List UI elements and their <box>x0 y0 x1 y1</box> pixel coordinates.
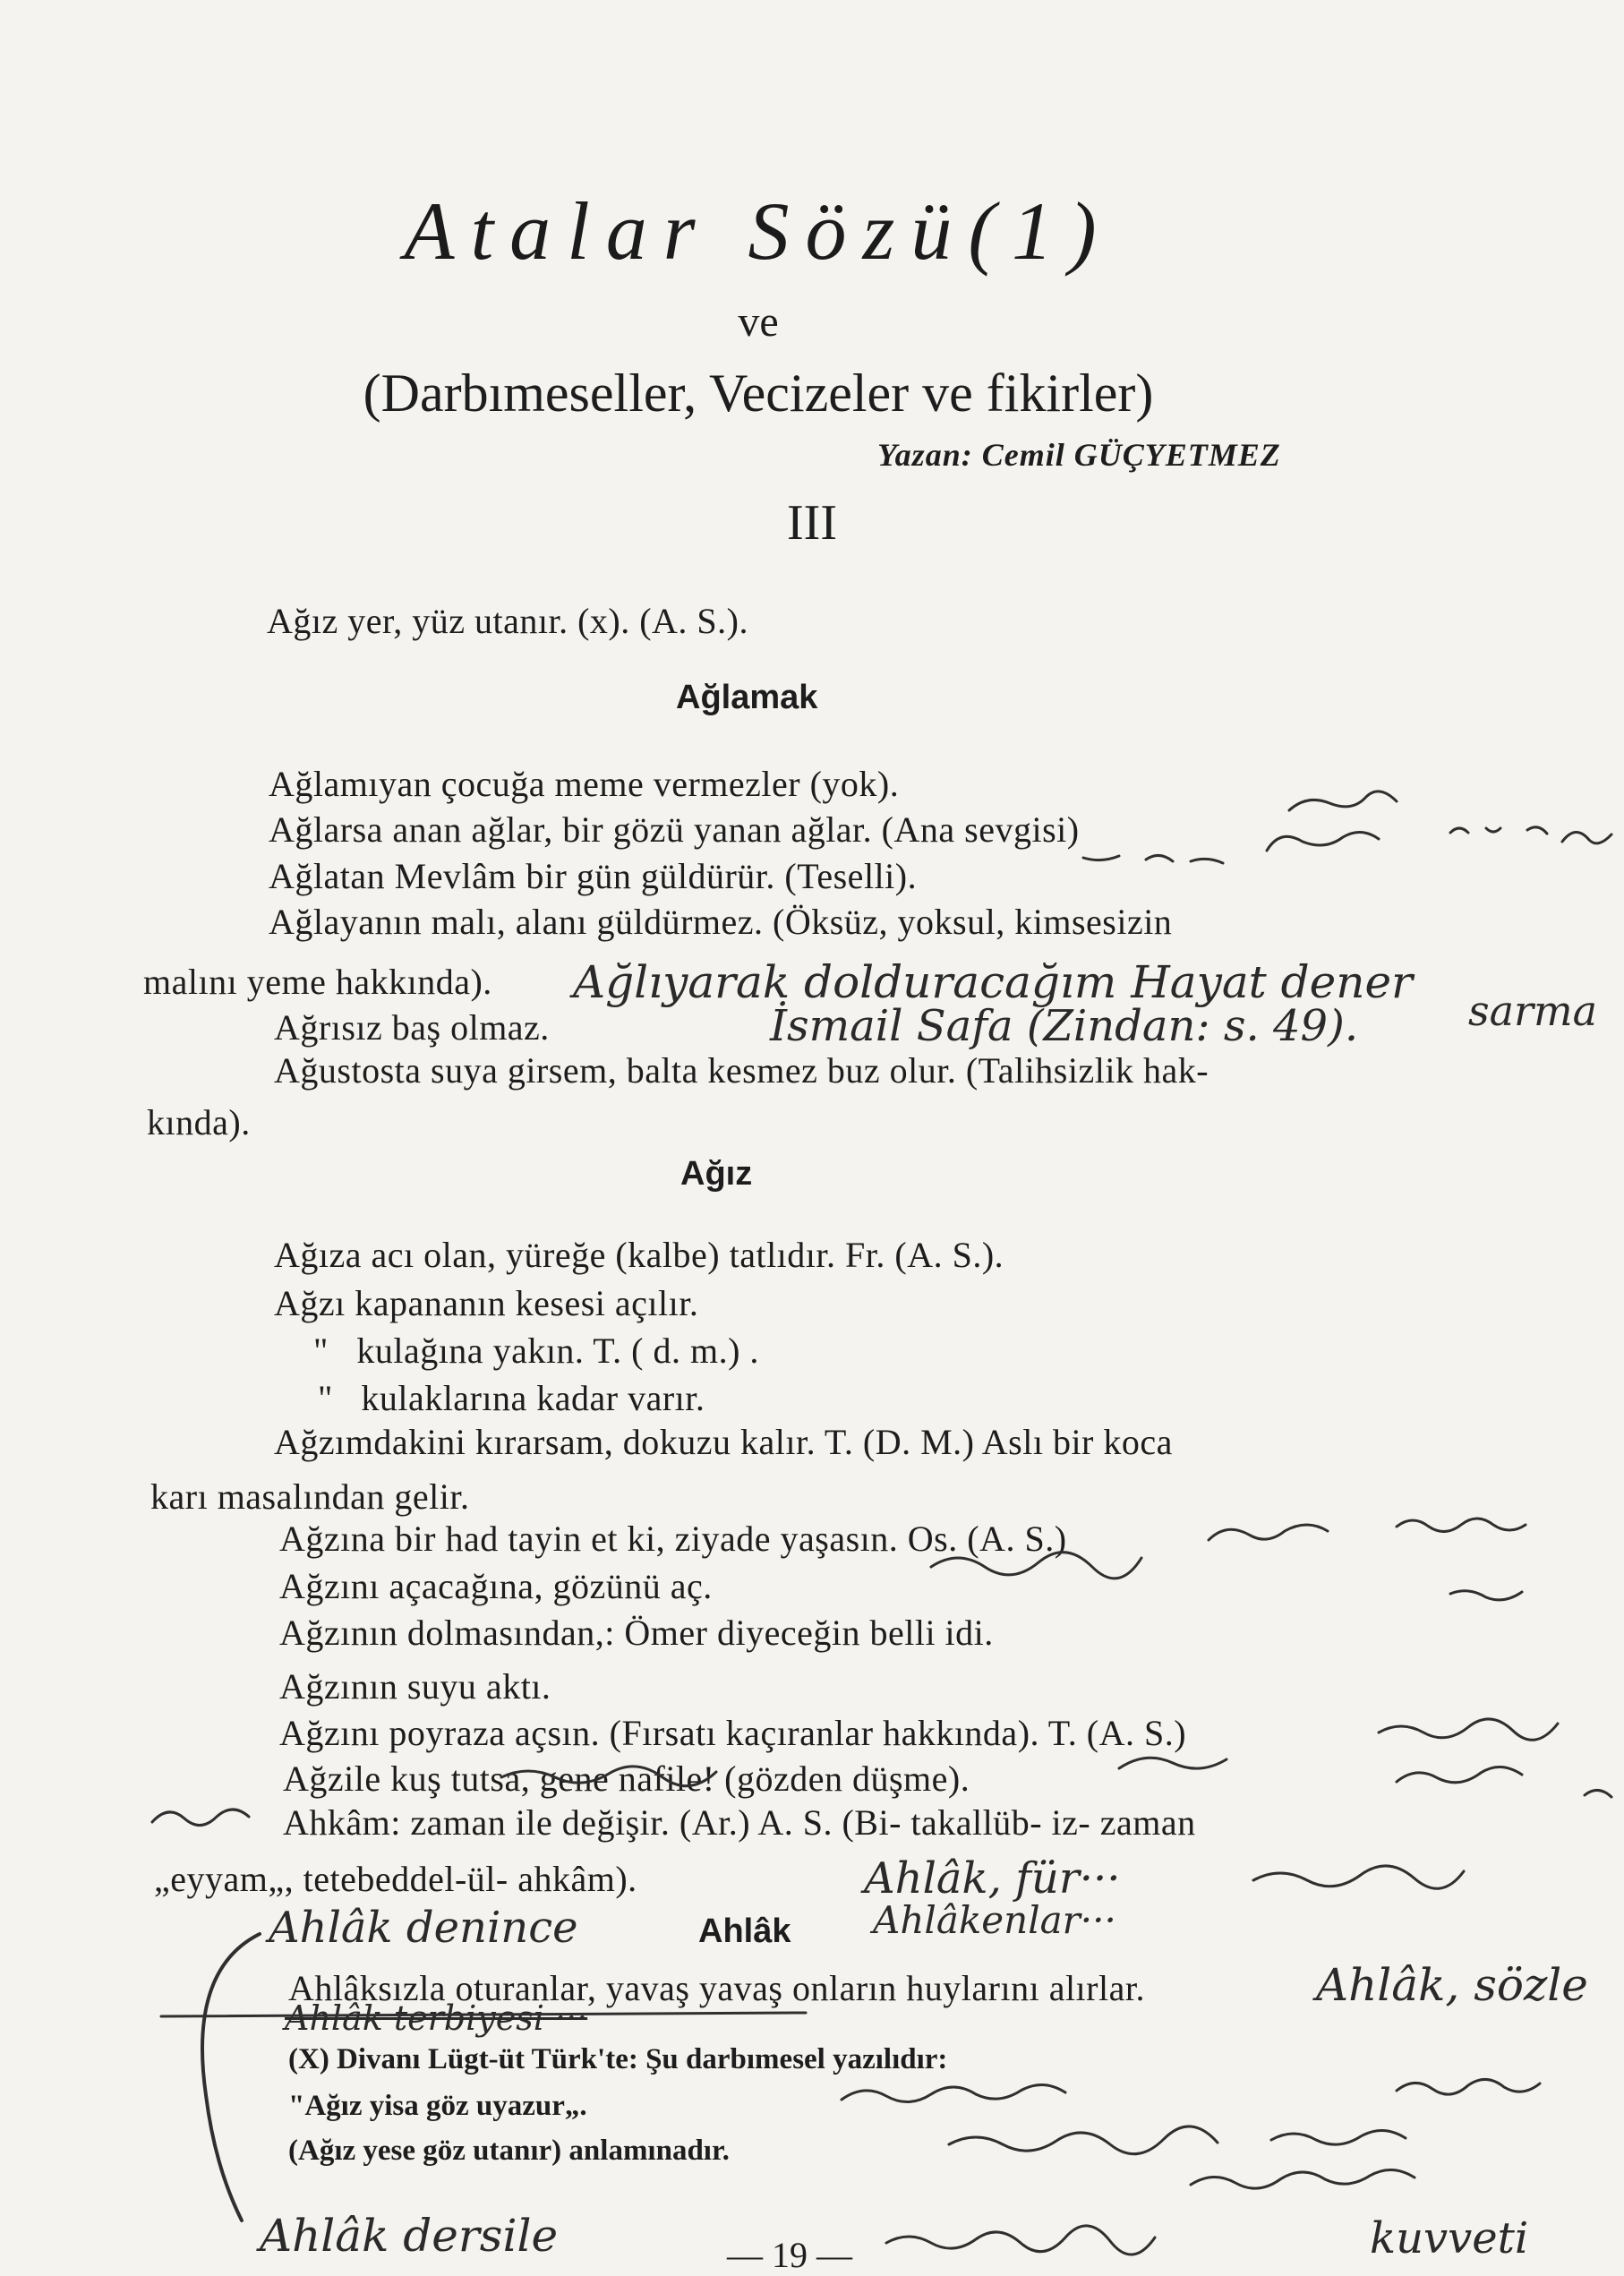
proverb-line: Ağlatan Mevlâm bir gün güldürür. (Teselli). <box>269 856 918 896</box>
proverb-line: Ağustosta suya girsem, balta kesmez buz olur. (Talihsizlik hak- <box>274 1050 1209 1091</box>
subtitle: (Darbımeseller, Vecizeler ve fikirler) <box>363 364 1154 423</box>
proverb-line: Ağzını poyraza açsın. (Fırsatı kaçıranlar hakkında). T. (A. S.) <box>279 1713 1187 1753</box>
footnote-line: (X) Divanı Lügt-üt Türk'te: Şu darbımesel yazılıdır: <box>288 2043 948 2075</box>
proverb-line: Ağzının suyu aktı. <box>279 1666 551 1707</box>
proverb-line: Ağzının dolmasından,: Ömer diyeceğin belli idi. <box>279 1613 994 1653</box>
proverb-line: karı masalından gelir. <box>150 1476 470 1517</box>
proverb-line: kında). <box>147 1102 251 1142</box>
handwritten-note: Ahlâk, für··· <box>864 1853 1121 1904</box>
proverb-line: Ağzile kuş tutsa, gene nafile! (gözden düşme). <box>283 1758 970 1799</box>
part-number: III <box>787 495 837 551</box>
proverb-line: Ahlâksızla oturanlar, yavaş yavaş onların huylarını alırlar. <box>288 1968 1145 2008</box>
proverb-line: Ağzı kapananın kesesi açılır. <box>274 1283 699 1323</box>
handwritten-note: Ahlâk denince <box>269 1903 578 1953</box>
subtitle-ve: ve <box>738 298 779 346</box>
proverb-line: Ahkâm: zaman ile değişir. (Ar.) A. S. (Bi- takallüb- iz- zaman <box>283 1802 1196 1843</box>
handwritten-note: Ahlâkenlar··· <box>873 1898 1116 1942</box>
footnote-line: "Ağız yisa göz uyazur„. <box>288 2090 587 2122</box>
proverb-line: „eyyam„, tetebeddel-ül- ahkâm). <box>154 1859 637 1899</box>
proverb-line: " kulağına yakın. T. ( d. m.) . <box>313 1331 759 1371</box>
handwritten-note: Ahlâk, sözle <box>1316 1959 1588 2011</box>
proverb-line: Ağzını açacağına, gözünü aç. <box>279 1566 713 1606</box>
proverb-line: Ağzımdakini kırarsam, dokuzu kalır. T. (D. M.) Aslı bir koca <box>274 1422 1173 1462</box>
section-heading-aglamak: Ağlamak <box>676 679 818 716</box>
proverb-line: Ağlarsa anan ağlar, bir gözü yanan ağlar. (Ana sevgisi) <box>269 809 1080 850</box>
proverb-line: Ağıza acı olan, yüreğe (kalbe) tatlıdır. Fr. (A. S.). <box>274 1235 1004 1275</box>
handwritten-note: Ahlâk terbiyesi ··· <box>285 1998 588 2038</box>
proverb-line: " kulaklarına kadar varır. <box>318 1378 705 1418</box>
handwritten-note: kuvveti <box>1370 2213 1529 2263</box>
intro-line: Ağız yer, yüz utanır. (x). (A. S.). <box>267 601 748 641</box>
handwritten-note: Ağlıyarak dolduracağım Hayat dener <box>573 956 1413 1008</box>
handwritten-note: Ahlâk dersile <box>260 2210 559 2262</box>
proverb-line: Ağzına bir had tayin et ki, ziyade yaşasın. Os. (A. S.) <box>279 1519 1067 1559</box>
proverb-line: Ağlayanın malı, alanı güldürmez. (Öksüz, yoksul, kimsesizin <box>269 902 1173 942</box>
proverb-line: malını yeme hakkında). <box>143 962 492 1002</box>
author-line: Yazan: Cemil GÜÇYETMEZ <box>877 437 1281 473</box>
section-heading-ahlak: Ahlâk <box>698 1912 791 1950</box>
proverb-line: Ağlamıyan çocuğa meme vermezler (yok). <box>269 764 900 804</box>
handwritten-note: İsmail Safa (Zindan: s. 49). <box>770 1001 1359 1051</box>
section-heading-agiz: Ağız <box>680 1155 753 1193</box>
proverb-line: Ağrısız baş olmaz. <box>274 1007 550 1048</box>
handwritten-note: sarma <box>1468 987 1598 1035</box>
footnote-line: (Ağız yese göz utanır) anlamınadır. <box>288 2135 730 2167</box>
page-number: — 19 — <box>727 2235 852 2275</box>
page-title: Atalar Sözü(1) <box>404 185 1113 277</box>
